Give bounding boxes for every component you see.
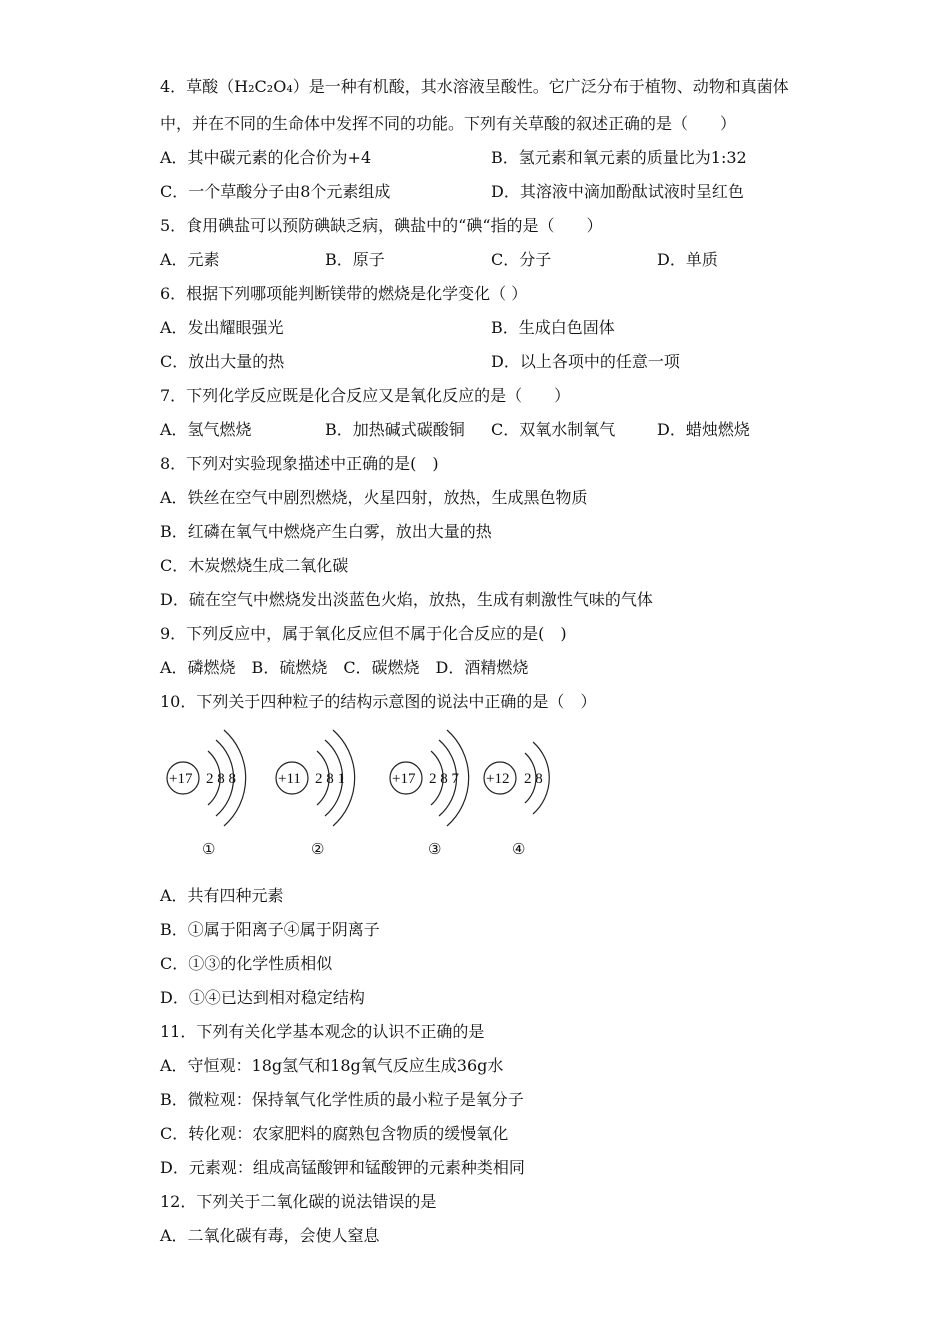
particle-4-nucleus-charge: +12 [486, 771, 510, 787]
q10-option-c: C．①③的化学性质相似 [160, 954, 333, 973]
particle-3-label: ③ [428, 842, 442, 858]
q10-option-a: A．共有四种元素 [160, 886, 284, 905]
particle-2-label: ② [311, 842, 325, 858]
q4-stem-line2: 中，并在不同的生命体中发挥不同的功能。下列有关草酸的叙述正确的是（ ） [160, 114, 737, 133]
q4-option-b: B．氢元素和氧元素的质量比为1:32 [491, 148, 747, 167]
q5-option-a: A．元素 [160, 250, 220, 269]
particle-3-nucleus-charge: +17 [392, 771, 416, 787]
q11-option-c: C．转化观：农家肥料的腐熟包含物质的缓慢氧化 [160, 1124, 509, 1143]
q8-option-a: A．铁丝在空气中剧烈燃烧，火星四射，放热，生成黑色物质 [160, 488, 588, 507]
q12-stem: 12．下列关于二氧化碳的说法错误的是 [160, 1192, 437, 1211]
q9-options: A．磷燃烧 B．硫燃烧 C．碳燃烧 D．酒精燃烧 [160, 658, 529, 677]
q5-stem: 5．食用碘盐可以预防碘缺乏病，碘盐中的“碘“指的是（ ） [160, 216, 603, 235]
atom-structure-diagrams [160, 718, 580, 868]
q12-option-a: A．二氧化碳有毒，会使人窒息 [160, 1226, 380, 1245]
q7-stem: 7．下列化学反应既是化合反应又是氧化反应的是（ ） [160, 386, 571, 405]
q4-option-d: D．其溶液中滴加酚酞试液时呈红色 [491, 182, 744, 201]
q4-option-a: A．其中碳元素的化合价为+4 [160, 148, 372, 167]
particle-4-shell-electrons: 2 8 [524, 771, 543, 787]
q7-option-a: A．氢气燃烧 [160, 420, 252, 439]
q10-stem: 10．下列关于四种粒子的结构示意图的说法中正确的是（ ） [160, 692, 597, 711]
q11-option-d: D．元素观：组成高锰酸钾和锰酸钾的元素种类相同 [160, 1158, 525, 1177]
q8-option-b: B．红磷在氧气中燃烧产生白雾，放出大量的热 [160, 522, 492, 541]
q6-stem: 6．根据下列哪项能判断镁带的燃烧是化学变化（ ） [160, 284, 528, 303]
q9-stem: 9．下列反应中，属于氧化反应但不属于化合反应的是( ) [160, 624, 567, 643]
q5-option-d: D．单质 [657, 250, 718, 269]
q5-option-b: B．原子 [325, 250, 385, 269]
q10-option-d: D．①④已达到相对稳定结构 [160, 988, 365, 1007]
particle-1-nucleus-charge: +17 [169, 771, 193, 787]
q8-option-d: D．硫在空气中燃烧发出淡蓝色火焰，放热，生成有刺激性气味的气体 [160, 590, 653, 609]
particle-4-label: ④ [512, 842, 526, 858]
q7-option-d: D．蜡烛燃烧 [657, 420, 750, 439]
q8-option-c: C．木炭燃烧生成二氧化碳 [160, 556, 349, 575]
q7-option-b: B．加热碱式碳酸铜 [325, 420, 465, 439]
q6-option-a: A．发出耀眼强光 [160, 318, 284, 337]
particle-1-shell-electrons: 2 8 8 [206, 771, 236, 787]
q5-option-c: C．分子 [491, 250, 552, 269]
q11-option-a: A．守恒观：18g氢气和18g氧气反应生成36g水 [160, 1056, 504, 1075]
q4-stem-line1: 4．草酸（H₂C₂O₄）是一种有机酸，其水溶液呈酸性。它广泛分布于植物、动物和真菌体 [160, 77, 789, 96]
q11-option-b: B．微粒观：保持氧气化学性质的最小粒子是氧分子 [160, 1090, 524, 1109]
particle-3-shell-electrons: 2 8 7 [429, 771, 459, 787]
q6-option-b: B．生成白色固体 [491, 318, 615, 337]
q7-option-c: C．双氧水制氧气 [491, 420, 616, 439]
q11-stem: 11．下列有关化学基本观念的认识不正确的是 [160, 1022, 485, 1041]
particle-2-nucleus-charge: +11 [278, 771, 301, 787]
q4-option-c: C．一个草酸分子由8个元素组成 [160, 182, 391, 201]
particle-2-shell-electrons: 2 8 1 [315, 771, 345, 787]
q6-option-d: D．以上各项中的任意一项 [491, 352, 680, 371]
particle-1-label: ① [202, 842, 216, 858]
q6-option-c: C．放出大量的热 [160, 352, 285, 371]
q8-stem: 8．下列对实验现象描述中正确的是( ) [160, 454, 439, 473]
q10-option-b: B．①属于阳离子④属于阴离子 [160, 920, 380, 939]
